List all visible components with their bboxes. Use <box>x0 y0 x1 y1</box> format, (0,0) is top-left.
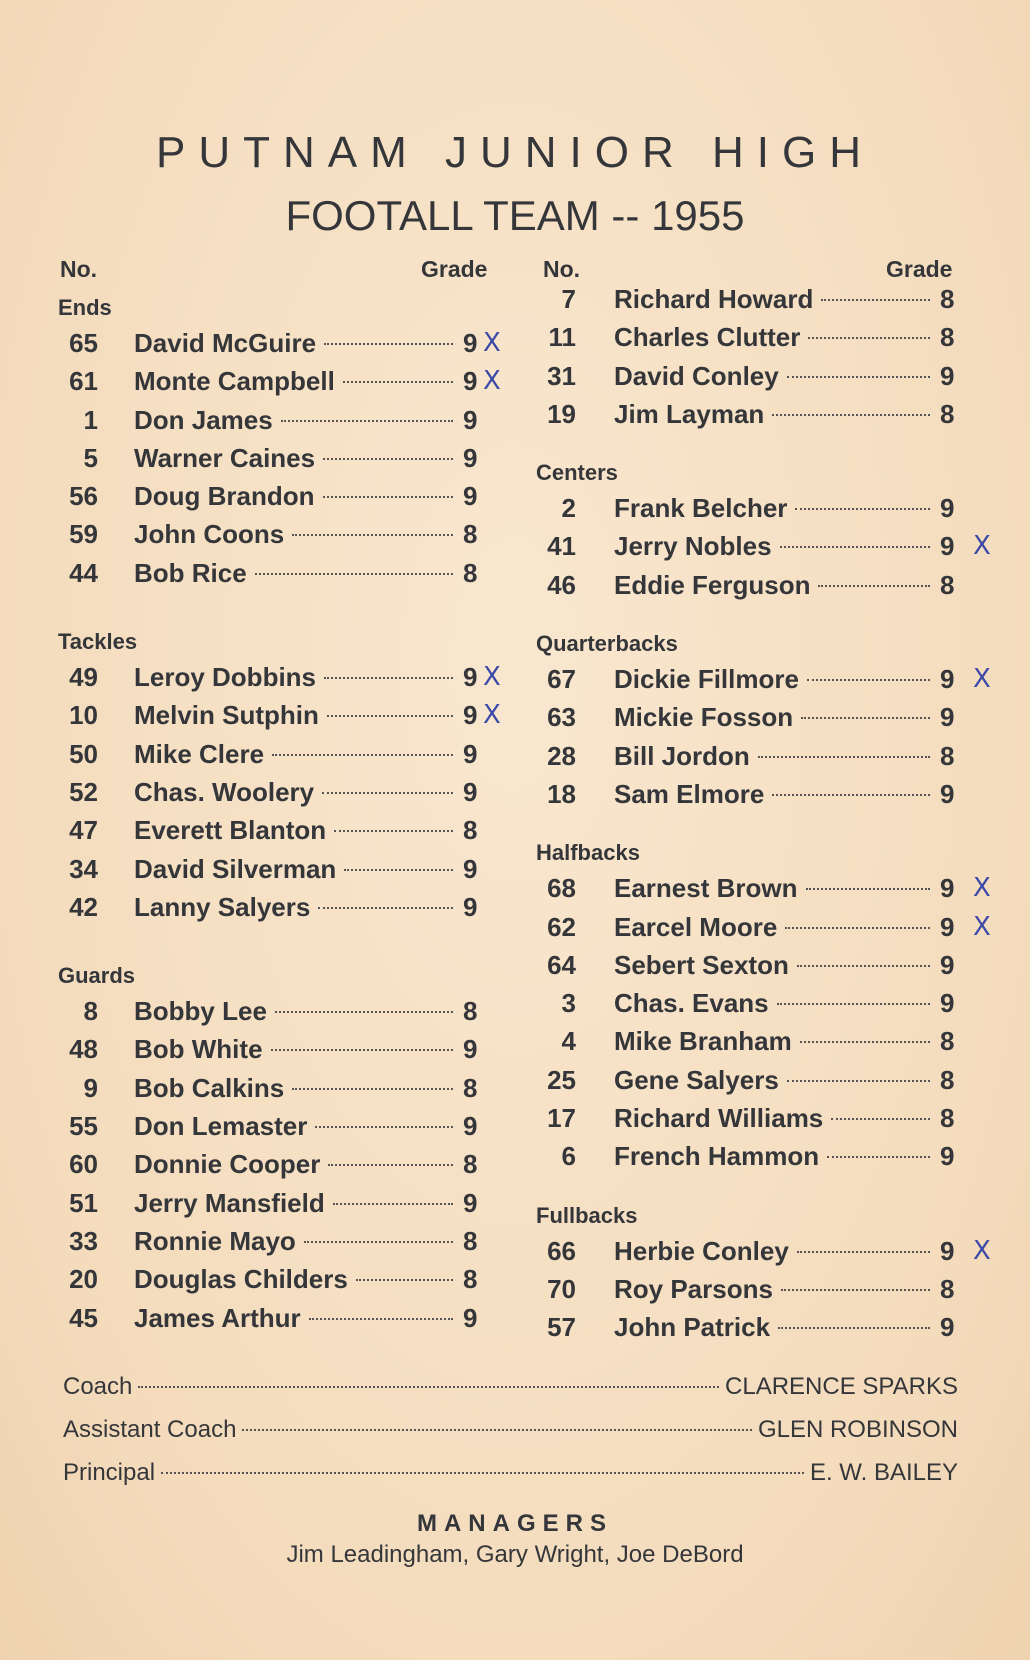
player-number: 7 <box>561 284 576 314</box>
dot-leader <box>795 508 930 510</box>
player-row <box>58 735 483 773</box>
dot-leader <box>808 337 930 339</box>
player-row <box>536 1308 960 1346</box>
dot-leader <box>323 458 453 460</box>
left-grade-header: Grade <box>421 256 488 282</box>
dot-leader <box>327 715 453 717</box>
player-number: 60 <box>69 1149 98 1180</box>
player-row <box>58 1222 483 1260</box>
player-row <box>58 324 501 362</box>
player-grade: 8 <box>940 322 955 353</box>
player-row <box>58 554 483 592</box>
handwritten-check-mark: X <box>483 700 501 731</box>
dot-leader <box>800 1041 930 1043</box>
player-row <box>536 1232 991 1270</box>
player-name: Sebert Sexton <box>614 949 789 980</box>
player-row <box>58 477 483 515</box>
player-name: Doug Brandon <box>134 481 315 512</box>
player-row <box>536 1270 960 1308</box>
player-number: 64 <box>547 949 576 980</box>
player-name: Frank Belcher <box>614 493 788 524</box>
player-name: Eddie Ferguson <box>614 569 811 600</box>
section-label: Quarterbacks <box>536 631 678 657</box>
document-title: PUTNAM JUNIOR HIGH <box>156 128 874 177</box>
player-grade: 8 <box>940 740 955 771</box>
player-number: 62 <box>547 911 576 942</box>
player-grade: 8 <box>940 398 955 429</box>
staff-name: GLEN ROBINSON <box>757 1416 958 1443</box>
player-number: 9 <box>83 1072 98 1103</box>
player-grade: 9 <box>940 664 955 695</box>
player-name: Ronnie Mayo <box>134 1225 296 1256</box>
player-grade: 9 <box>940 949 955 980</box>
dot-leader <box>323 496 453 498</box>
player-number: 68 <box>547 873 576 904</box>
dot-leader <box>138 1386 719 1388</box>
player-name: Monte Campbell <box>134 366 335 397</box>
position-section <box>58 292 501 592</box>
dot-leader <box>787 376 930 378</box>
player-grade: 9 <box>940 988 955 1019</box>
player-row <box>58 401 483 439</box>
player-row <box>58 1069 483 1107</box>
section-label: Guards <box>58 963 136 989</box>
player-row <box>58 811 483 849</box>
player-name: Bobby Lee <box>134 996 267 1027</box>
player-row <box>536 489 960 527</box>
player-number: 50 <box>69 738 98 769</box>
player-name: Jerry Nobles <box>614 531 772 562</box>
handwritten-check-mark: X <box>973 911 991 942</box>
player-name: Jerry Mansfield <box>134 1187 325 1218</box>
dot-leader <box>807 679 930 681</box>
player-number: 67 <box>547 664 576 695</box>
player-name: Lanny Salyers <box>134 891 311 922</box>
player-grade: 9 <box>463 328 478 358</box>
player-row <box>536 318 960 356</box>
player-grade: 9 <box>463 891 478 922</box>
player-number: 66 <box>547 1235 576 1266</box>
staff-row <box>63 1459 958 1487</box>
staff-role: Assistant Coach <box>63 1416 237 1443</box>
player-number: 31 <box>547 360 576 391</box>
handwritten-check-mark: X <box>483 328 501 358</box>
player-grade: 9 <box>940 702 955 733</box>
player-name: Sam Elmore <box>614 778 765 809</box>
player-number: 10 <box>69 700 98 731</box>
player-name: Chas. Woolery <box>134 776 315 807</box>
player-number: 41 <box>547 531 576 562</box>
player-row <box>58 1145 483 1183</box>
player-row <box>536 1022 960 1060</box>
dot-leader <box>797 1251 930 1253</box>
dot-leader <box>821 299 930 301</box>
player-row <box>58 696 501 734</box>
player-name: Bob Calkins <box>134 1072 285 1103</box>
player-name: French Hammon <box>614 1141 820 1172</box>
player-name: Dickie Fillmore <box>614 664 799 695</box>
dot-leader <box>778 1327 930 1329</box>
player-number: 44 <box>69 557 98 588</box>
dot-leader <box>777 1003 930 1005</box>
player-name: Donnie Cooper <box>134 1149 321 1180</box>
player-number: 28 <box>547 740 576 771</box>
player-number: 18 <box>547 778 576 809</box>
player-grade: 8 <box>463 815 478 846</box>
dot-leader <box>304 1241 453 1243</box>
dot-leader <box>831 1118 930 1120</box>
position-section <box>58 626 501 926</box>
player-grade: 9 <box>940 778 955 809</box>
player-number: 55 <box>69 1111 98 1142</box>
player-name: Warner Caines <box>134 442 316 473</box>
dot-leader <box>758 756 930 758</box>
player-row <box>58 992 483 1030</box>
handwritten-check-mark: X <box>483 662 501 693</box>
player-number: 49 <box>69 662 98 693</box>
right-no-header: No. <box>543 256 581 282</box>
dot-leader <box>787 1080 930 1082</box>
managers-names: Jim Leadingham, Gary Wright, Joe DeBord <box>286 1541 744 1568</box>
player-grade: 9 <box>940 873 955 904</box>
player-number: 1 <box>83 404 98 435</box>
player-number: 59 <box>69 519 98 550</box>
player-number: 65 <box>69 328 98 358</box>
dot-leader <box>324 343 453 345</box>
position-section <box>536 280 960 433</box>
player-row <box>536 566 960 604</box>
dot-leader <box>242 1429 752 1431</box>
section-label: Tackles <box>58 629 138 655</box>
player-grade: 8 <box>463 1149 478 1180</box>
player-grade: 9 <box>463 1187 478 1218</box>
player-name: Bill Jordon <box>614 740 750 771</box>
player-number: 20 <box>69 1264 98 1295</box>
position-section <box>58 960 483 1337</box>
player-name: Roy Parsons <box>614 1273 773 1304</box>
player-row <box>536 984 960 1022</box>
section-label: Ends <box>58 295 112 320</box>
managers-heading: MANAGERS <box>416 1510 613 1537</box>
right-roster-column <box>536 284 991 1347</box>
dot-leader <box>333 1203 453 1205</box>
player-grade: 9 <box>463 366 478 397</box>
player-name: John Coons <box>134 519 285 550</box>
position-section <box>536 1200 991 1347</box>
player-grade: 8 <box>940 284 955 314</box>
player-grade: 9 <box>463 853 478 884</box>
dot-leader <box>818 585 930 587</box>
player-name: David McGuire <box>134 328 317 358</box>
dot-leader <box>322 792 453 794</box>
dot-leader <box>275 1011 453 1013</box>
player-number: 8 <box>83 996 98 1027</box>
dot-leader <box>780 546 930 548</box>
player-grade: 8 <box>940 1273 955 1304</box>
position-section <box>536 457 991 604</box>
player-row <box>58 1260 483 1298</box>
player-number: 56 <box>69 481 98 512</box>
dot-leader <box>272 754 453 756</box>
player-number: 57 <box>547 1312 576 1343</box>
dot-leader <box>318 907 453 909</box>
staff-role: Coach <box>63 1373 133 1400</box>
player-name: Richard Howard <box>614 284 814 314</box>
player-name: Bob Rice <box>134 557 247 588</box>
staff-name: E. W. BAILEY <box>809 1459 958 1486</box>
player-row <box>536 698 960 736</box>
player-grade: 8 <box>463 519 478 550</box>
player-number: 46 <box>547 569 576 600</box>
player-grade: 9 <box>940 1235 955 1266</box>
dot-leader <box>772 794 930 796</box>
player-row <box>536 1061 960 1099</box>
player-row <box>58 1030 483 1068</box>
player-grade: 8 <box>940 1064 955 1095</box>
player-grade: 9 <box>463 404 478 435</box>
player-grade: 9 <box>940 360 955 391</box>
dot-leader <box>292 534 453 536</box>
player-name: Don James <box>134 404 273 435</box>
left-roster-column <box>58 292 501 1337</box>
player-number: 3 <box>561 988 576 1019</box>
player-row <box>58 439 483 477</box>
dot-leader <box>797 965 930 967</box>
dot-leader <box>343 381 453 383</box>
handwritten-check-mark: X <box>483 366 501 397</box>
handwritten-check-mark: X <box>973 873 991 904</box>
dot-leader <box>161 1472 804 1474</box>
player-number: 34 <box>69 853 98 884</box>
player-name: Earnest Brown <box>614 873 798 904</box>
player-name: Mike Branham <box>614 1026 792 1057</box>
player-name: Bob White <box>134 1034 263 1065</box>
player-row <box>58 362 501 400</box>
player-number: 17 <box>547 1103 576 1134</box>
dot-leader <box>255 573 453 575</box>
dot-leader <box>806 888 931 890</box>
player-grade: 8 <box>940 1103 955 1134</box>
player-name: Herbie Conley <box>614 1235 789 1266</box>
player-name: Jim Layman <box>614 398 765 429</box>
player-number: 11 <box>548 322 576 353</box>
player-grade: 8 <box>463 1264 478 1295</box>
player-row <box>536 1099 960 1137</box>
dot-leader <box>271 1049 453 1051</box>
player-grade: 8 <box>940 1026 955 1057</box>
player-name: Leroy Dobbins <box>134 662 317 693</box>
dot-leader <box>281 420 453 422</box>
player-grade: 8 <box>940 569 955 600</box>
player-row <box>58 1107 483 1145</box>
player-grade: 8 <box>463 557 478 588</box>
position-section <box>536 628 991 813</box>
player-row <box>58 515 483 553</box>
player-grade: 9 <box>940 911 955 942</box>
player-name: Don Lemaster <box>134 1111 308 1142</box>
staff-row <box>63 1416 958 1444</box>
player-row <box>58 1299 483 1337</box>
player-number: 51 <box>69 1187 98 1218</box>
staff-role: Principal <box>63 1459 156 1486</box>
player-row <box>536 869 991 907</box>
dot-leader <box>334 830 453 832</box>
position-section <box>536 837 991 1175</box>
dot-leader <box>328 1164 453 1166</box>
player-grade: 8 <box>463 996 478 1027</box>
player-grade: 9 <box>940 531 955 562</box>
player-grade: 8 <box>463 1072 478 1103</box>
player-row <box>536 660 991 698</box>
player-row <box>536 908 991 946</box>
player-number: 48 <box>69 1034 98 1065</box>
player-grade: 9 <box>463 700 478 731</box>
player-number: 63 <box>547 702 576 733</box>
player-name: Gene Salyers <box>614 1064 779 1095</box>
player-name: David Silverman <box>134 853 337 884</box>
player-row <box>536 946 960 984</box>
player-number: 70 <box>547 1273 576 1304</box>
handwritten-check-mark: X <box>973 1235 991 1266</box>
dot-leader <box>801 717 930 719</box>
player-number: 47 <box>69 815 98 846</box>
player-row <box>58 888 483 926</box>
player-row <box>58 850 483 888</box>
player-number: 45 <box>69 1302 98 1333</box>
player-name: Earcel Moore <box>614 911 778 942</box>
player-number: 25 <box>547 1064 576 1095</box>
dot-leader <box>309 1318 453 1320</box>
player-number: 52 <box>69 776 98 807</box>
section-label: Centers <box>536 460 618 486</box>
player-number: 6 <box>561 1141 576 1172</box>
player-name: Charles Clutter <box>614 322 801 353</box>
dot-leader <box>785 927 930 929</box>
player-grade: 9 <box>463 1111 478 1142</box>
player-number: 42 <box>69 891 98 922</box>
dot-leader <box>324 677 453 679</box>
staff-row <box>63 1373 958 1401</box>
player-row <box>536 395 960 433</box>
player-grade: 9 <box>463 776 478 807</box>
player-grade: 9 <box>940 1141 955 1172</box>
handwritten-check-mark: X <box>973 664 991 695</box>
player-number: 19 <box>547 398 576 429</box>
player-grade: 9 <box>463 481 478 512</box>
player-row <box>536 775 960 813</box>
player-grade: 9 <box>463 662 478 693</box>
dot-leader <box>827 1156 930 1158</box>
player-name: Mike Clere <box>134 738 265 769</box>
dot-leader <box>356 1279 453 1281</box>
staff-name: CLARENCE SPARKS <box>725 1373 958 1400</box>
player-name: James Arthur <box>134 1302 301 1333</box>
section-label: Halfbacks <box>536 840 640 866</box>
player-grade: 9 <box>463 442 478 473</box>
player-grade: 9 <box>463 1034 478 1065</box>
player-row <box>58 773 483 811</box>
dot-leader <box>315 1126 453 1128</box>
player-row <box>536 280 960 318</box>
dot-leader <box>292 1088 453 1090</box>
player-grade: 9 <box>463 738 478 769</box>
section-label: Fullbacks <box>536 1202 638 1228</box>
player-name: Melvin Sutphin <box>134 700 319 731</box>
player-name: Everett Blanton <box>134 815 327 846</box>
player-grade: 8 <box>463 1225 478 1256</box>
player-row <box>536 357 960 395</box>
player-name: Mickie Fosson <box>614 702 794 733</box>
player-name: Douglas Childers <box>134 1264 348 1295</box>
player-name: David Conley <box>614 360 779 391</box>
player-number: 2 <box>561 493 576 524</box>
dot-leader <box>344 869 453 871</box>
player-number: 5 <box>83 442 98 473</box>
player-row <box>536 527 991 565</box>
document-subtitle: FOOTALL TEAM -- 1955 <box>285 192 745 239</box>
player-number: 61 <box>69 366 98 397</box>
player-row <box>58 1184 483 1222</box>
player-name: Chas. Evans <box>614 988 769 1019</box>
player-number: 33 <box>69 1225 98 1256</box>
player-number: 4 <box>561 1026 576 1057</box>
player-row <box>58 658 501 696</box>
dot-leader <box>772 414 930 416</box>
handwritten-check-mark: X <box>973 531 991 562</box>
player-grade: 9 <box>940 493 955 524</box>
left-no-header: No. <box>60 256 98 282</box>
player-grade: 9 <box>940 1312 955 1343</box>
player-name: Richard Williams <box>614 1103 824 1134</box>
player-grade: 9 <box>463 1302 478 1333</box>
right-grade-header: Grade <box>886 256 953 282</box>
player-row <box>536 1137 960 1175</box>
player-row <box>536 737 960 775</box>
dot-leader <box>781 1289 930 1291</box>
player-name: John Patrick <box>614 1312 771 1343</box>
